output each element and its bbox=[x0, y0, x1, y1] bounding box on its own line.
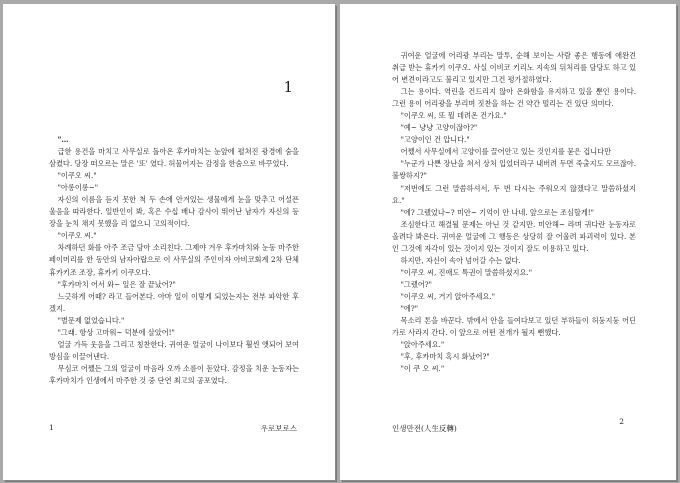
paragraph: 급한 용건을 마치고 사무실로 돌아온 후카마치는 눈앞에 펼쳐진 광경에 숨을 삼켰다. 당장 떠오르는 말은 '또' 였다. 허물어지는 감정을 한숨으로 바꾸었다. bbox=[49, 147, 299, 169]
chapter-number: 1 bbox=[283, 78, 293, 96]
left-page bbox=[3, 4, 335, 480]
paragraph: 무심코 어쨌든 그의 얼굴이 마음라 오까 소름이 돋았다. 감정을 치운 눈동자는 후카마치가 인생에서 마주한 것 중 단연 최고의 공포였다. bbox=[49, 363, 299, 385]
paragraph: "앉아주세요." bbox=[400, 340, 445, 350]
paragraph: "예~ 냥냥 고양이잖아?" bbox=[400, 123, 478, 133]
running-footer: 우로보로스 bbox=[260, 424, 297, 433]
paragraph: "이쿠오 씨." bbox=[57, 171, 97, 181]
paragraph: "에?" bbox=[400, 303, 419, 313]
paragraph: "별문제 없었습니다." bbox=[57, 315, 125, 325]
page-number: 1 bbox=[49, 423, 54, 432]
paragraph: "에? 그랬었나~? 미안~ 기억이 안 나네. 앞으로는 조심할게!" bbox=[400, 207, 594, 217]
paragraph: "저번에도 그런 말씀하셔서, 두 번 다시는 주워오지 않겠다고 말씀하셨지요." bbox=[392, 183, 636, 205]
paragraph: 하지만, 자신이 속아 넘어갈 수는 없다. bbox=[400, 255, 521, 265]
paragraph: "후, 후카마치 혹시 화났어?" bbox=[400, 352, 490, 362]
paragraph: "… bbox=[57, 135, 69, 144]
paragraph: "그랬어?" bbox=[400, 279, 432, 289]
paragraph: 느긋하게 어때? 라고 들어본다. 아마 일이 이렇게 되었는지는 전부 파악한 후겠지. bbox=[49, 291, 299, 313]
paragraph: "그래. 항상 고마워~ 덕분에 살았어!" bbox=[57, 327, 175, 337]
paragraph: "아롱이롱~" bbox=[57, 183, 99, 193]
paragraph: "이쿠오 씨." bbox=[57, 231, 97, 241]
paragraph: 귀여운 얼굴에 어리광 부리는 말투, 순해 보이는 사람 좋은 행동에 애완견 취급 받는 휴카키 이쿠오. 사실 이비코 키리노 지속의 뒤처리를 담당도 하고 있어 변견이라고도 불리고 있지만 그건 평가절하였다. bbox=[392, 51, 636, 85]
running-footer: 인생만전(人生反轉) bbox=[392, 424, 457, 433]
paragraph: 어쨌서 사무실에서 고양이를 끌어안고 있는 것인지를 묻은 겁니다만 bbox=[400, 147, 612, 157]
paragraph: "이쿠오 씨, 또 뭘 데려온 건가요." bbox=[400, 111, 507, 121]
paragraph: 얼굴 가득 웃음을 그리고 칭찬한다. 귀여운 얼굴이 나이보다 훨씬 앳되어 보여 방심을 이끌어낸다. bbox=[49, 339, 299, 361]
paragraph: "누군가 나쁜 장난을 쳐서 상처 입었더라구 내버려 두면 죽출지도 모르잖아. 불쌍하지?" bbox=[392, 159, 636, 181]
right-page-body bbox=[392, 50, 636, 375]
paragraph: "이쿠오 씨, 거기 앉아주세요." bbox=[400, 291, 496, 301]
page-number: 2 bbox=[619, 417, 624, 426]
left-page-body bbox=[49, 134, 299, 387]
paragraph: 자신의 이름을 듣지 못한 척 두 손에 안겨있는 생물에게 눈을 맞추고 어설픈 울음을 따라한다. 일반인이 봐, 혹은 수십 배나 감사이 뛰어난 남자가 자신의 등장을 눈치 채지 못했을 리 없으니 고의적이다. bbox=[49, 195, 299, 229]
paragraph: 조심한다고 해결될 문제는 아닌 것 같지만. 미안해~ 라며 귀다란 눈동자로 올려다 봐온다. 귀여운 얼굴에 그 행동은 상당히 잘 어울려 파괴력이 있다. 본인 그것에 자각이 있는 것이지 있는 것이지 잘도 이용하고 있다. bbox=[392, 219, 636, 253]
paragraph: "이 쿠 오 씨." bbox=[400, 364, 445, 374]
paragraph: 차례하던 화를 아주 조금 담아 소리친다. 그제야 겨우 후카마치와 눈동 마주한 페이머리를 한 동안의 남자아랍으로 이 사무실의 주인이자 아비코회계 2차 단체 휴카키조 조장, 휴카키 이쿠오다. bbox=[49, 243, 299, 277]
paragraph: "이쿠오 씨, 진애도 특권이 말씀하셨지요." bbox=[400, 267, 533, 277]
paragraph: "고양이인 건 압니다." bbox=[400, 135, 470, 145]
right-page bbox=[340, 4, 676, 480]
paragraph: 목소리 톤을 바꾼다. 밖에서 안을 들여다보고 있던 부하들이 허둥지둥 어딘가로 사라지 간다. 이 앞으로 어떤 전개가 될지 뻔했다. bbox=[392, 316, 636, 338]
paragraph: "후카마치 어서 와~ 일은 잘 끝났어?" bbox=[57, 279, 176, 289]
paragraph: 그는 용이다. 역린을 건드리지 않아 온화함을 유지하고 있을 뿐인 용이다. 그런 용이 어리광을 부리며 짓찬을 하는 건 약간 떨리는 건 있단 의미다. bbox=[392, 87, 636, 109]
